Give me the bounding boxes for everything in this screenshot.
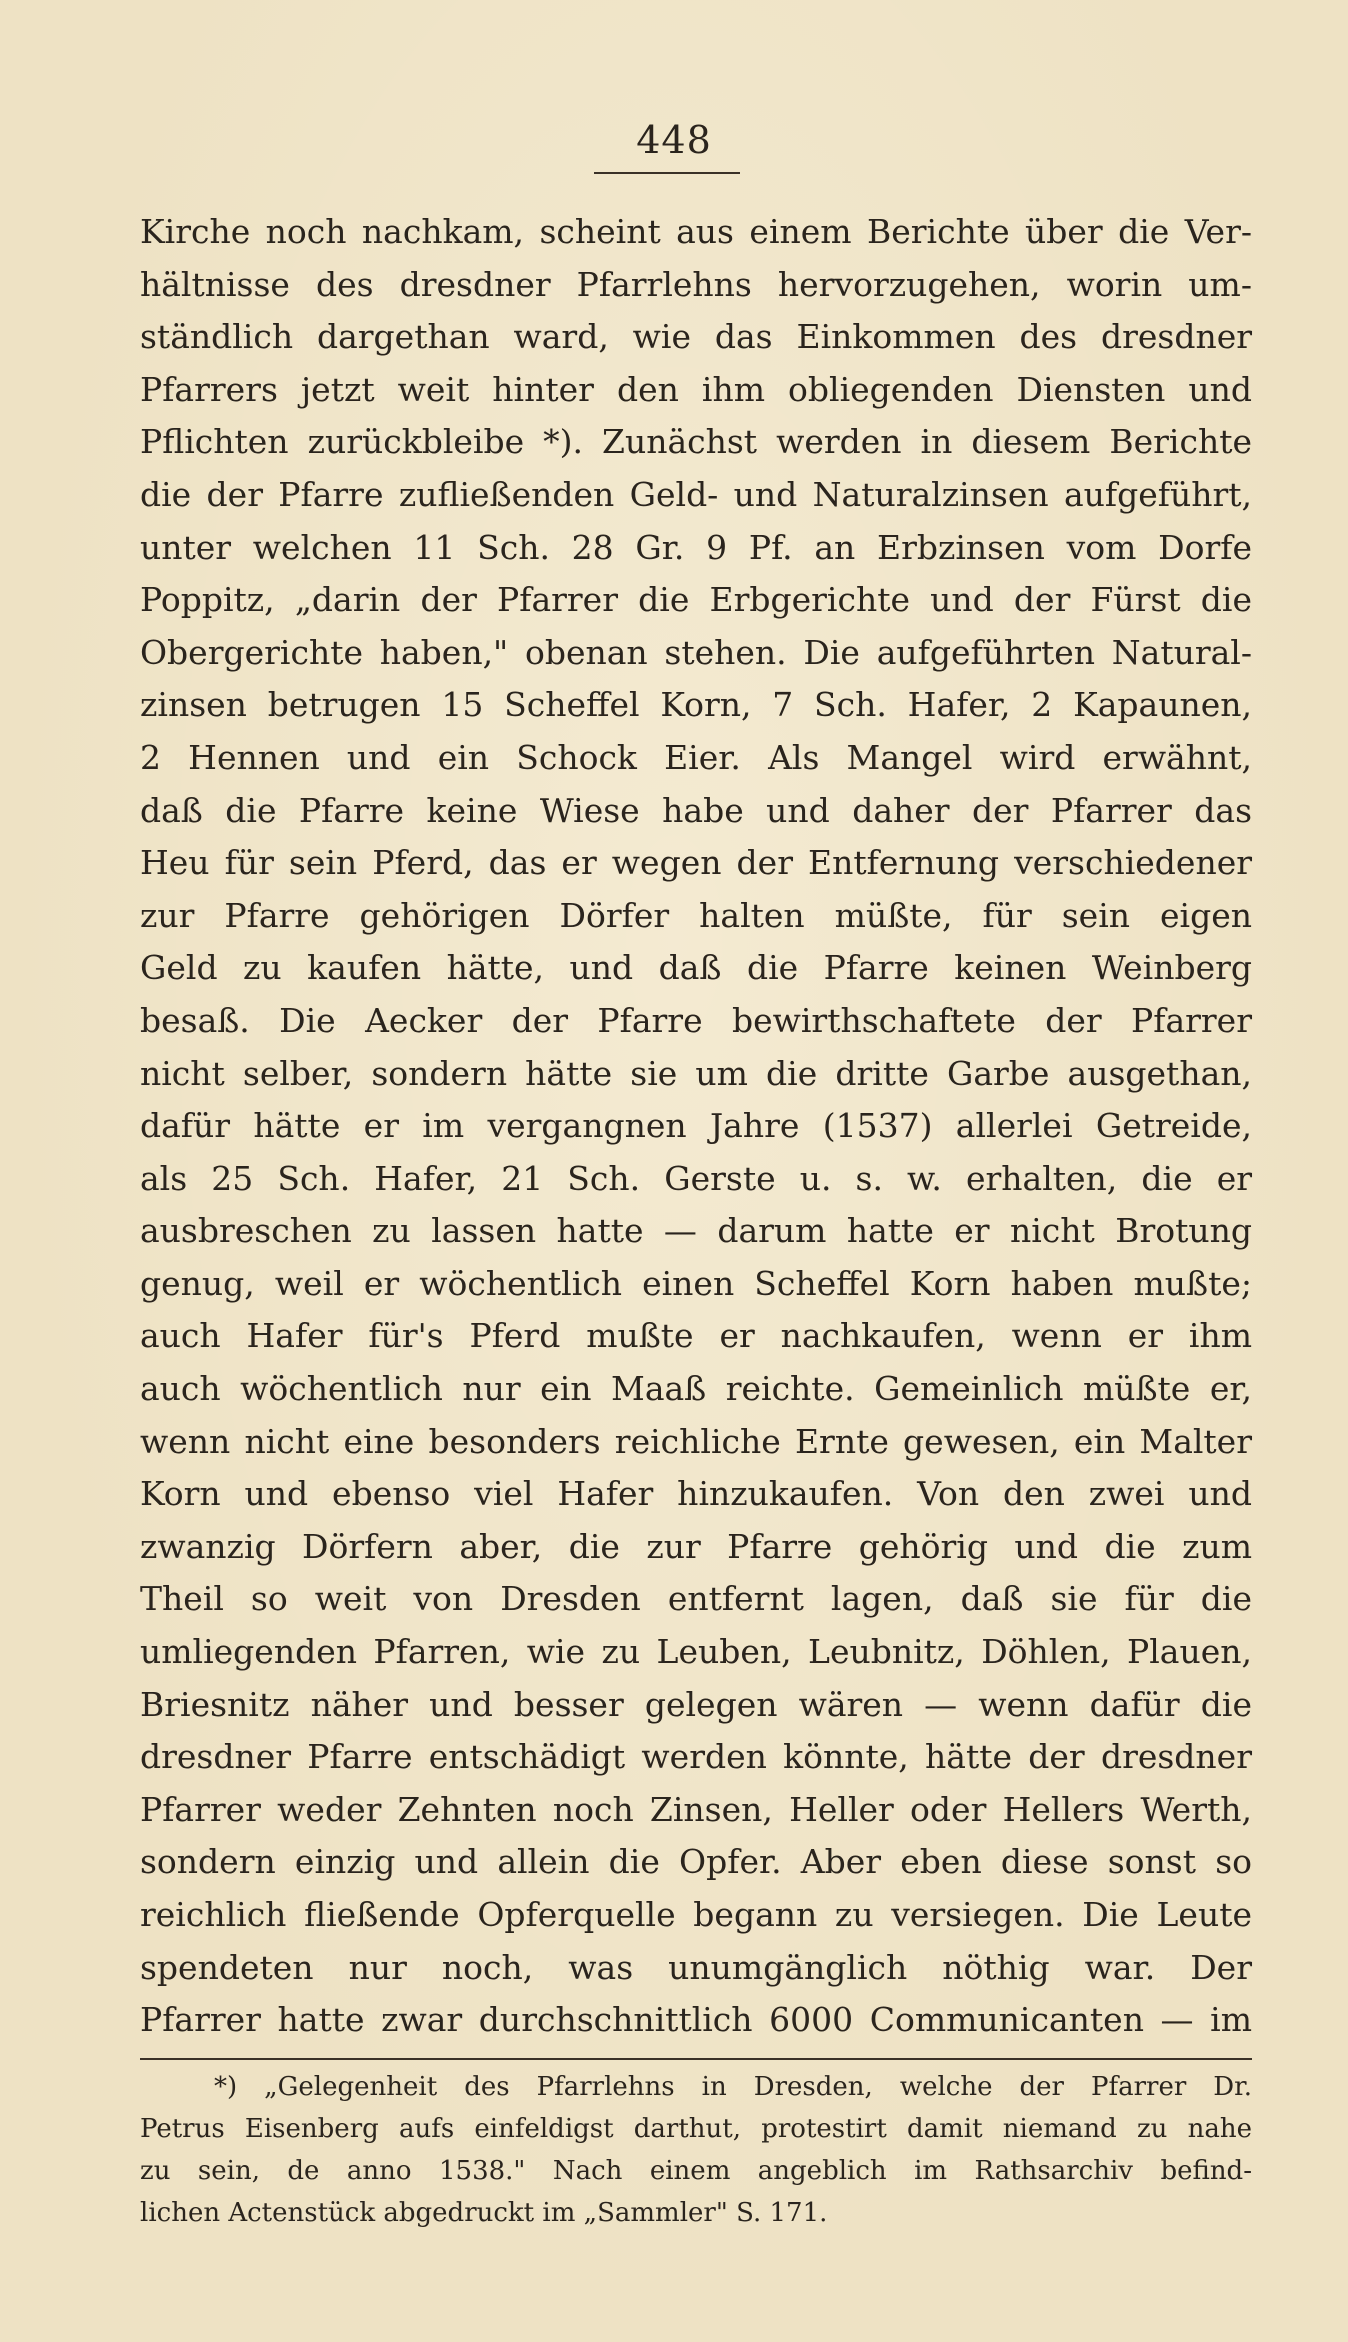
text-line: daß die Pfarre keine Wiese habe und daher der Pfarrer das	[140, 790, 1252, 830]
text-line: Heu für sein Pferd, das er wegen der Entfernung verschiedener	[140, 843, 1252, 883]
footnote-line: lichen Actenstück abgedruckt im „Sammler" S. 171.	[140, 2198, 828, 2228]
footnote-line: *) „Gelegenheit des Pfarrlehns in Dresden, welche der Pfarrer Dr.	[214, 2072, 1252, 2102]
footnote	[140, 2066, 1252, 2234]
text-line: Theil so weit von Dresden entfernt lagen, daß sie für die	[140, 1579, 1252, 1619]
text-line: Geld zu kaufen hätte, und daß die Pfarre keinen Weinberg	[140, 948, 1252, 988]
text-line: Poppitz, „darin der Pfarrer die Erbgerichte und der Fürst die	[140, 580, 1252, 620]
text-line: Pfarrer weder Zehnten noch Zinsen, Heller oder Hellers Werth,	[140, 1789, 1252, 1829]
text-line: umliegenden Pfarren, wie zu Leuben, Leubnitz, Döhlen, Plauen,	[140, 1632, 1252, 1672]
header-rule	[594, 172, 740, 174]
body-text	[140, 206, 1252, 2047]
footnote-rule	[140, 2058, 1252, 2060]
text-line: zinsen betrugen 15 Scheffel Korn, 7 Sch. Hafer, 2 Kapaunen,	[140, 685, 1252, 725]
text-line: als 25 Sch. Hafer, 21 Sch. Gerste u. s. w. erhalten, die er	[140, 1158, 1252, 1198]
text-line: wenn nicht eine besonders reichliche Ernte gewesen, ein Malter	[140, 1421, 1252, 1461]
page-number: 448	[636, 118, 712, 162]
text-line: auch wöchentlich nur ein Maaß reichte. Gemeinlich müßte er,	[140, 1369, 1252, 1409]
text-line: zwanzig Dörfern aber, die zur Pfarre gehörig und die zum	[140, 1526, 1252, 1566]
text-line: ausbreschen zu lassen hatte — darum hatte er nicht Brotung	[140, 1211, 1252, 1251]
text-line: Kirche noch nachkam, scheint aus einem Berichte über die Ver-	[140, 212, 1252, 251]
text-line: Briesnitz näher und besser gelegen wären — wenn dafür die	[140, 1684, 1252, 1724]
text-line: sondern einzig und allein die Opfer. Aber eben diese sonst so	[140, 1842, 1252, 1882]
text-line: hältnisse des dresdner Pfarrlehns hervorzugehen, worin um-	[140, 264, 1252, 304]
text-line: ständlich dargethan ward, wie das Einkommen des dresdner	[140, 317, 1252, 357]
footnote-line: Petrus Eisenberg aufs einfeldigst darthut, protestirt damit niemand zu nahe	[140, 2114, 1252, 2144]
text-line: Pflichten zurückbleibe *). Zunächst werden in diesem Berichte	[140, 422, 1252, 462]
text-line: Pfarrer hatte zwar durchschnittlich 6000 Communicanten — im	[140, 2000, 1252, 2040]
text-line: spendeten nur noch, was unumgänglich nöthig war. Der	[140, 1947, 1252, 1987]
text-line: genug, weil er wöchentlich einen Scheffel Korn haben mußte;	[140, 1263, 1252, 1303]
text-line: auch Hafer für's Pferd mußte er nachkaufen, wenn er ihm	[140, 1316, 1252, 1356]
text-line: Korn und ebenso viel Hafer hinzukaufen. Von den zwei und	[140, 1474, 1252, 1514]
text-line: Pfarrers jetzt weit hinter den ihm obliegenden Diensten und	[140, 369, 1252, 409]
text-line: besaß. Die Aecker der Pfarre bewirthschaftete der Pfarrer	[140, 1000, 1252, 1040]
text-line: Obergerichte haben," obenan stehen. Die aufgeführten Natural-	[140, 632, 1252, 672]
text-line: dresdner Pfarre entschädigt werden könnte, hätte der dresdner	[140, 1737, 1252, 1777]
text-line: zur Pfarre gehörigen Dörfer halten müßte, für sein eigen	[140, 895, 1252, 935]
text-line: unter welchen 11 Sch. 28 Gr. 9 Pf. an Erbzinsen vom Dorfe	[140, 527, 1252, 567]
text-line: dafür hätte er im vergangnen Jahre (1537) allerlei Getreide,	[140, 1106, 1252, 1146]
footnote-line: zu sein, de anno 1538." Nach einem angeblich im Rathsarchiv befind-	[140, 2156, 1252, 2186]
text-line: nicht selber, sondern hätte sie um die dritte Garbe ausgethan,	[140, 1053, 1252, 1093]
text-line: reichlich fließende Opferquelle begann zu versiegen. Die Leute	[140, 1895, 1252, 1934]
text-line: 2 Hennen und ein Schock Eier. Als Mangel wird erwähnt,	[140, 737, 1252, 777]
text-line: die der Pfarre zufließenden Geld- und Naturalzinsen aufgeführt,	[140, 474, 1252, 514]
